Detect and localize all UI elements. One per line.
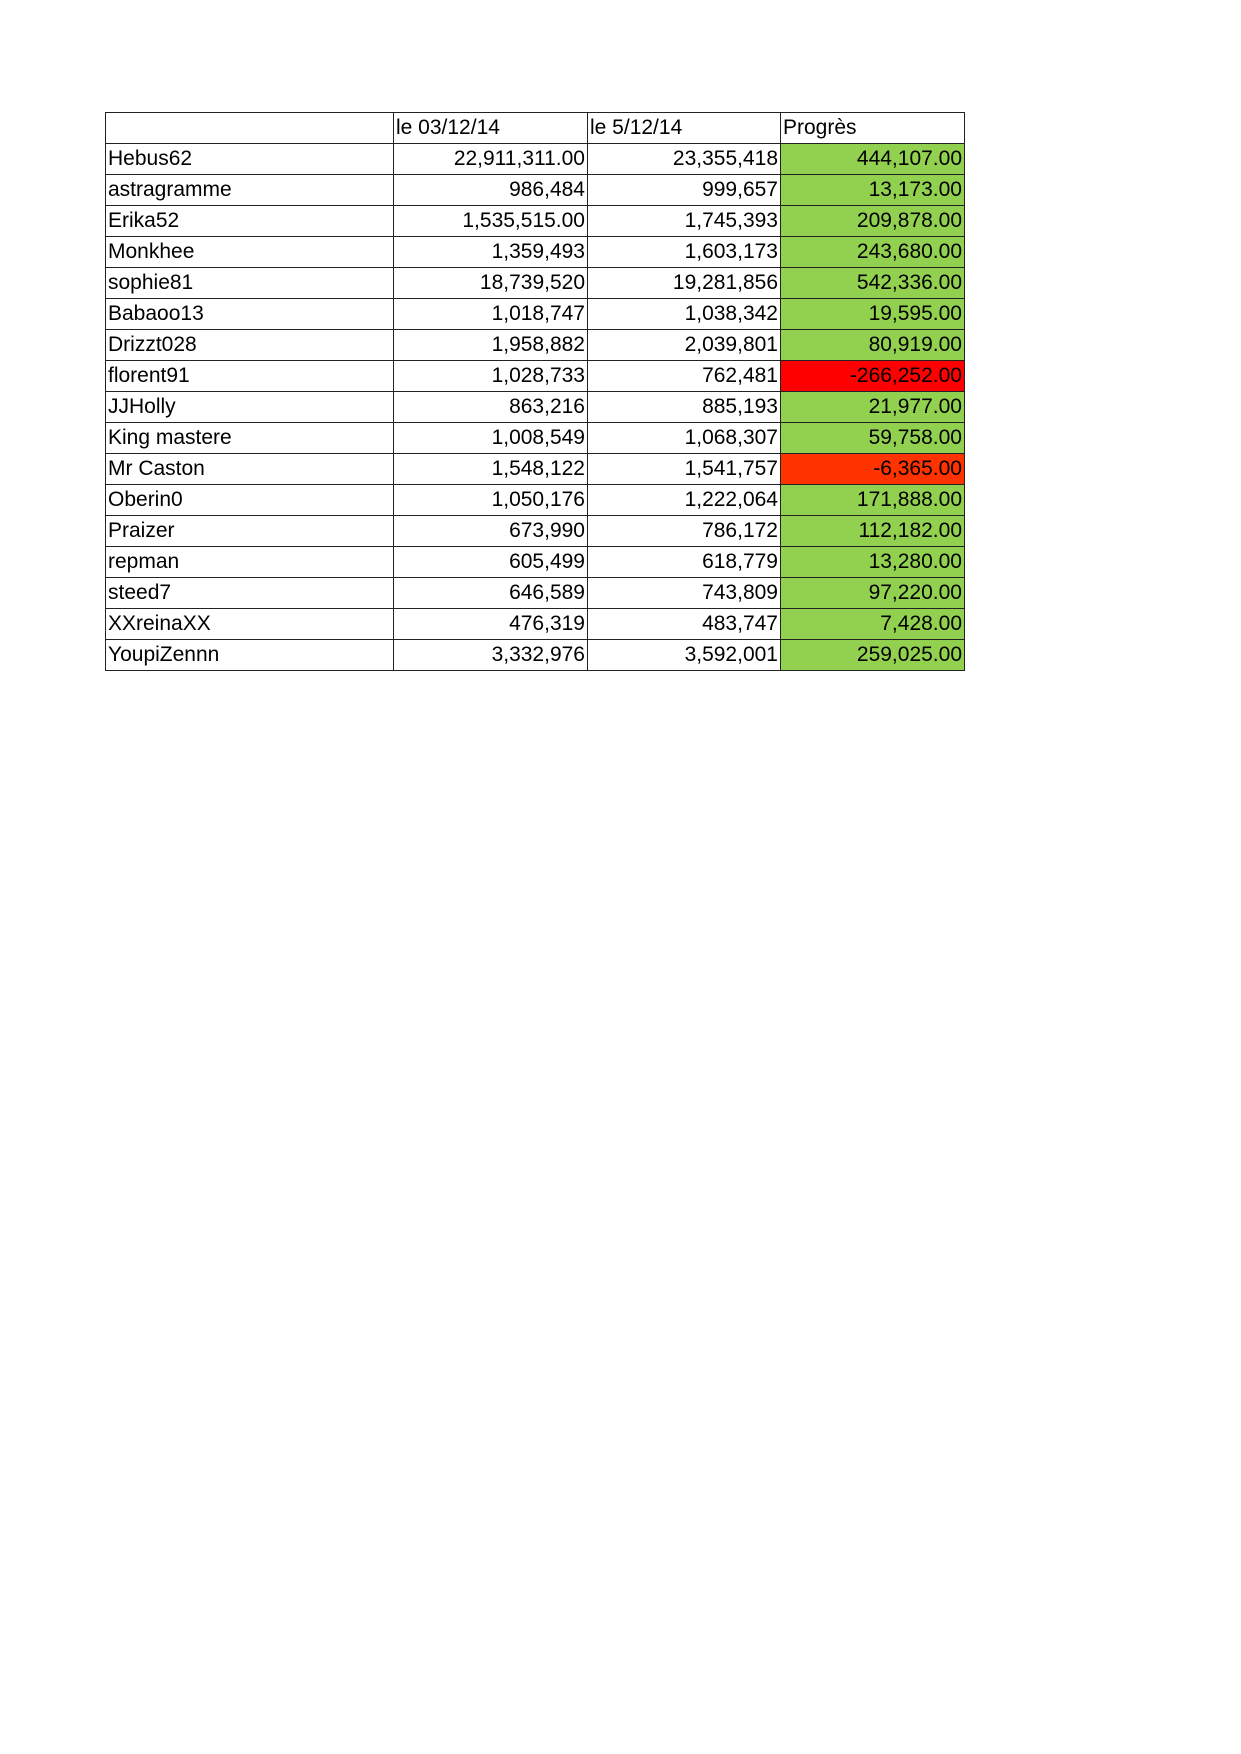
player-name-cell: YoupiZennn [106,640,394,671]
player-name-cell: Drizzt028 [106,330,394,361]
value-date-1-cell: 1,028,733 [394,361,588,392]
value-date-2-cell: 762,481 [588,361,781,392]
progress-cell: 19,595.00 [781,299,965,330]
player-name-cell: sophie81 [106,268,394,299]
value-date-1-cell: 673,990 [394,516,588,547]
value-date-1-cell: 3,332,976 [394,640,588,671]
value-date-2-cell: 999,657 [588,175,781,206]
header-progress: Progrès [781,113,965,144]
table-body [106,144,965,671]
table-row [106,516,965,547]
value-date-2-cell: 1,068,307 [588,423,781,454]
value-date-2-cell: 1,541,757 [588,454,781,485]
table-row [106,485,965,516]
progress-cell: 112,182.00 [781,516,965,547]
player-name-cell: Erika52 [106,206,394,237]
player-name-cell: florent91 [106,361,394,392]
value-date-1-cell: 605,499 [394,547,588,578]
progress-cell: 13,280.00 [781,547,965,578]
table-row [106,361,965,392]
player-name-cell: Oberin0 [106,485,394,516]
value-date-1-cell: 863,216 [394,392,588,423]
header-date-1: le 03/12/14 [394,113,588,144]
value-date-2-cell: 1,603,173 [588,237,781,268]
table-row [106,144,965,175]
player-name-cell: Mr Caston [106,454,394,485]
value-date-2-cell: 23,355,418 [588,144,781,175]
header-name [106,113,394,144]
progress-cell: 542,336.00 [781,268,965,299]
header-date-2: le 5/12/14 [588,113,781,144]
value-date-1-cell: 1,008,549 [394,423,588,454]
progress-cell: 259,025.00 [781,640,965,671]
table-row [106,330,965,361]
progress-cell: 444,107.00 [781,144,965,175]
player-name-cell: XXreinaXX [106,609,394,640]
value-date-1-cell: 1,018,747 [394,299,588,330]
table-row [106,578,965,609]
table-row [106,237,965,268]
progress-cell: 21,977.00 [781,392,965,423]
table-row [106,640,965,671]
player-name-cell: Babaoo13 [106,299,394,330]
header-row [106,113,965,144]
player-name-cell: steed7 [106,578,394,609]
value-date-1-cell: 1,050,176 [394,485,588,516]
table-row [106,299,965,330]
value-date-1-cell: 476,319 [394,609,588,640]
progress-cell: -266,252.00 [781,361,965,392]
value-date-2-cell: 786,172 [588,516,781,547]
value-date-1-cell: 18,739,520 [394,268,588,299]
table-row [106,423,965,454]
value-date-2-cell: 885,193 [588,392,781,423]
progress-table [105,112,965,671]
value-date-1-cell: 1,359,493 [394,237,588,268]
progress-cell: 7,428.00 [781,609,965,640]
progress-cell: 209,878.00 [781,206,965,237]
value-date-1-cell: 646,589 [394,578,588,609]
table-row [106,206,965,237]
value-date-2-cell: 1,745,393 [588,206,781,237]
progress-cell: -6,365.00 [781,454,965,485]
player-name-cell: astragramme [106,175,394,206]
player-name-cell: King mastere [106,423,394,454]
progress-cell: 171,888.00 [781,485,965,516]
value-date-2-cell: 483,747 [588,609,781,640]
value-date-2-cell: 743,809 [588,578,781,609]
value-date-1-cell: 986,484 [394,175,588,206]
player-name-cell: JJHolly [106,392,394,423]
progress-cell: 80,919.00 [781,330,965,361]
value-date-2-cell: 3,592,001 [588,640,781,671]
value-date-2-cell: 2,039,801 [588,330,781,361]
table-row [106,454,965,485]
player-name-cell: Praizer [106,516,394,547]
player-name-cell: Hebus62 [106,144,394,175]
table-row [106,609,965,640]
value-date-1-cell: 22,911,311.00 [394,144,588,175]
table-row [106,175,965,206]
value-date-2-cell: 19,281,856 [588,268,781,299]
value-date-2-cell: 618,779 [588,547,781,578]
value-date-2-cell: 1,222,064 [588,485,781,516]
table-row [106,268,965,299]
player-name-cell: Monkhee [106,237,394,268]
player-name-cell: repman [106,547,394,578]
value-date-1-cell: 1,958,882 [394,330,588,361]
progress-cell: 243,680.00 [781,237,965,268]
table-row [106,547,965,578]
value-date-1-cell: 1,535,515.00 [394,206,588,237]
value-date-2-cell: 1,038,342 [588,299,781,330]
progress-cell: 59,758.00 [781,423,965,454]
table-row [106,392,965,423]
value-date-1-cell: 1,548,122 [394,454,588,485]
progress-cell: 13,173.00 [781,175,965,206]
progress-cell: 97,220.00 [781,578,965,609]
